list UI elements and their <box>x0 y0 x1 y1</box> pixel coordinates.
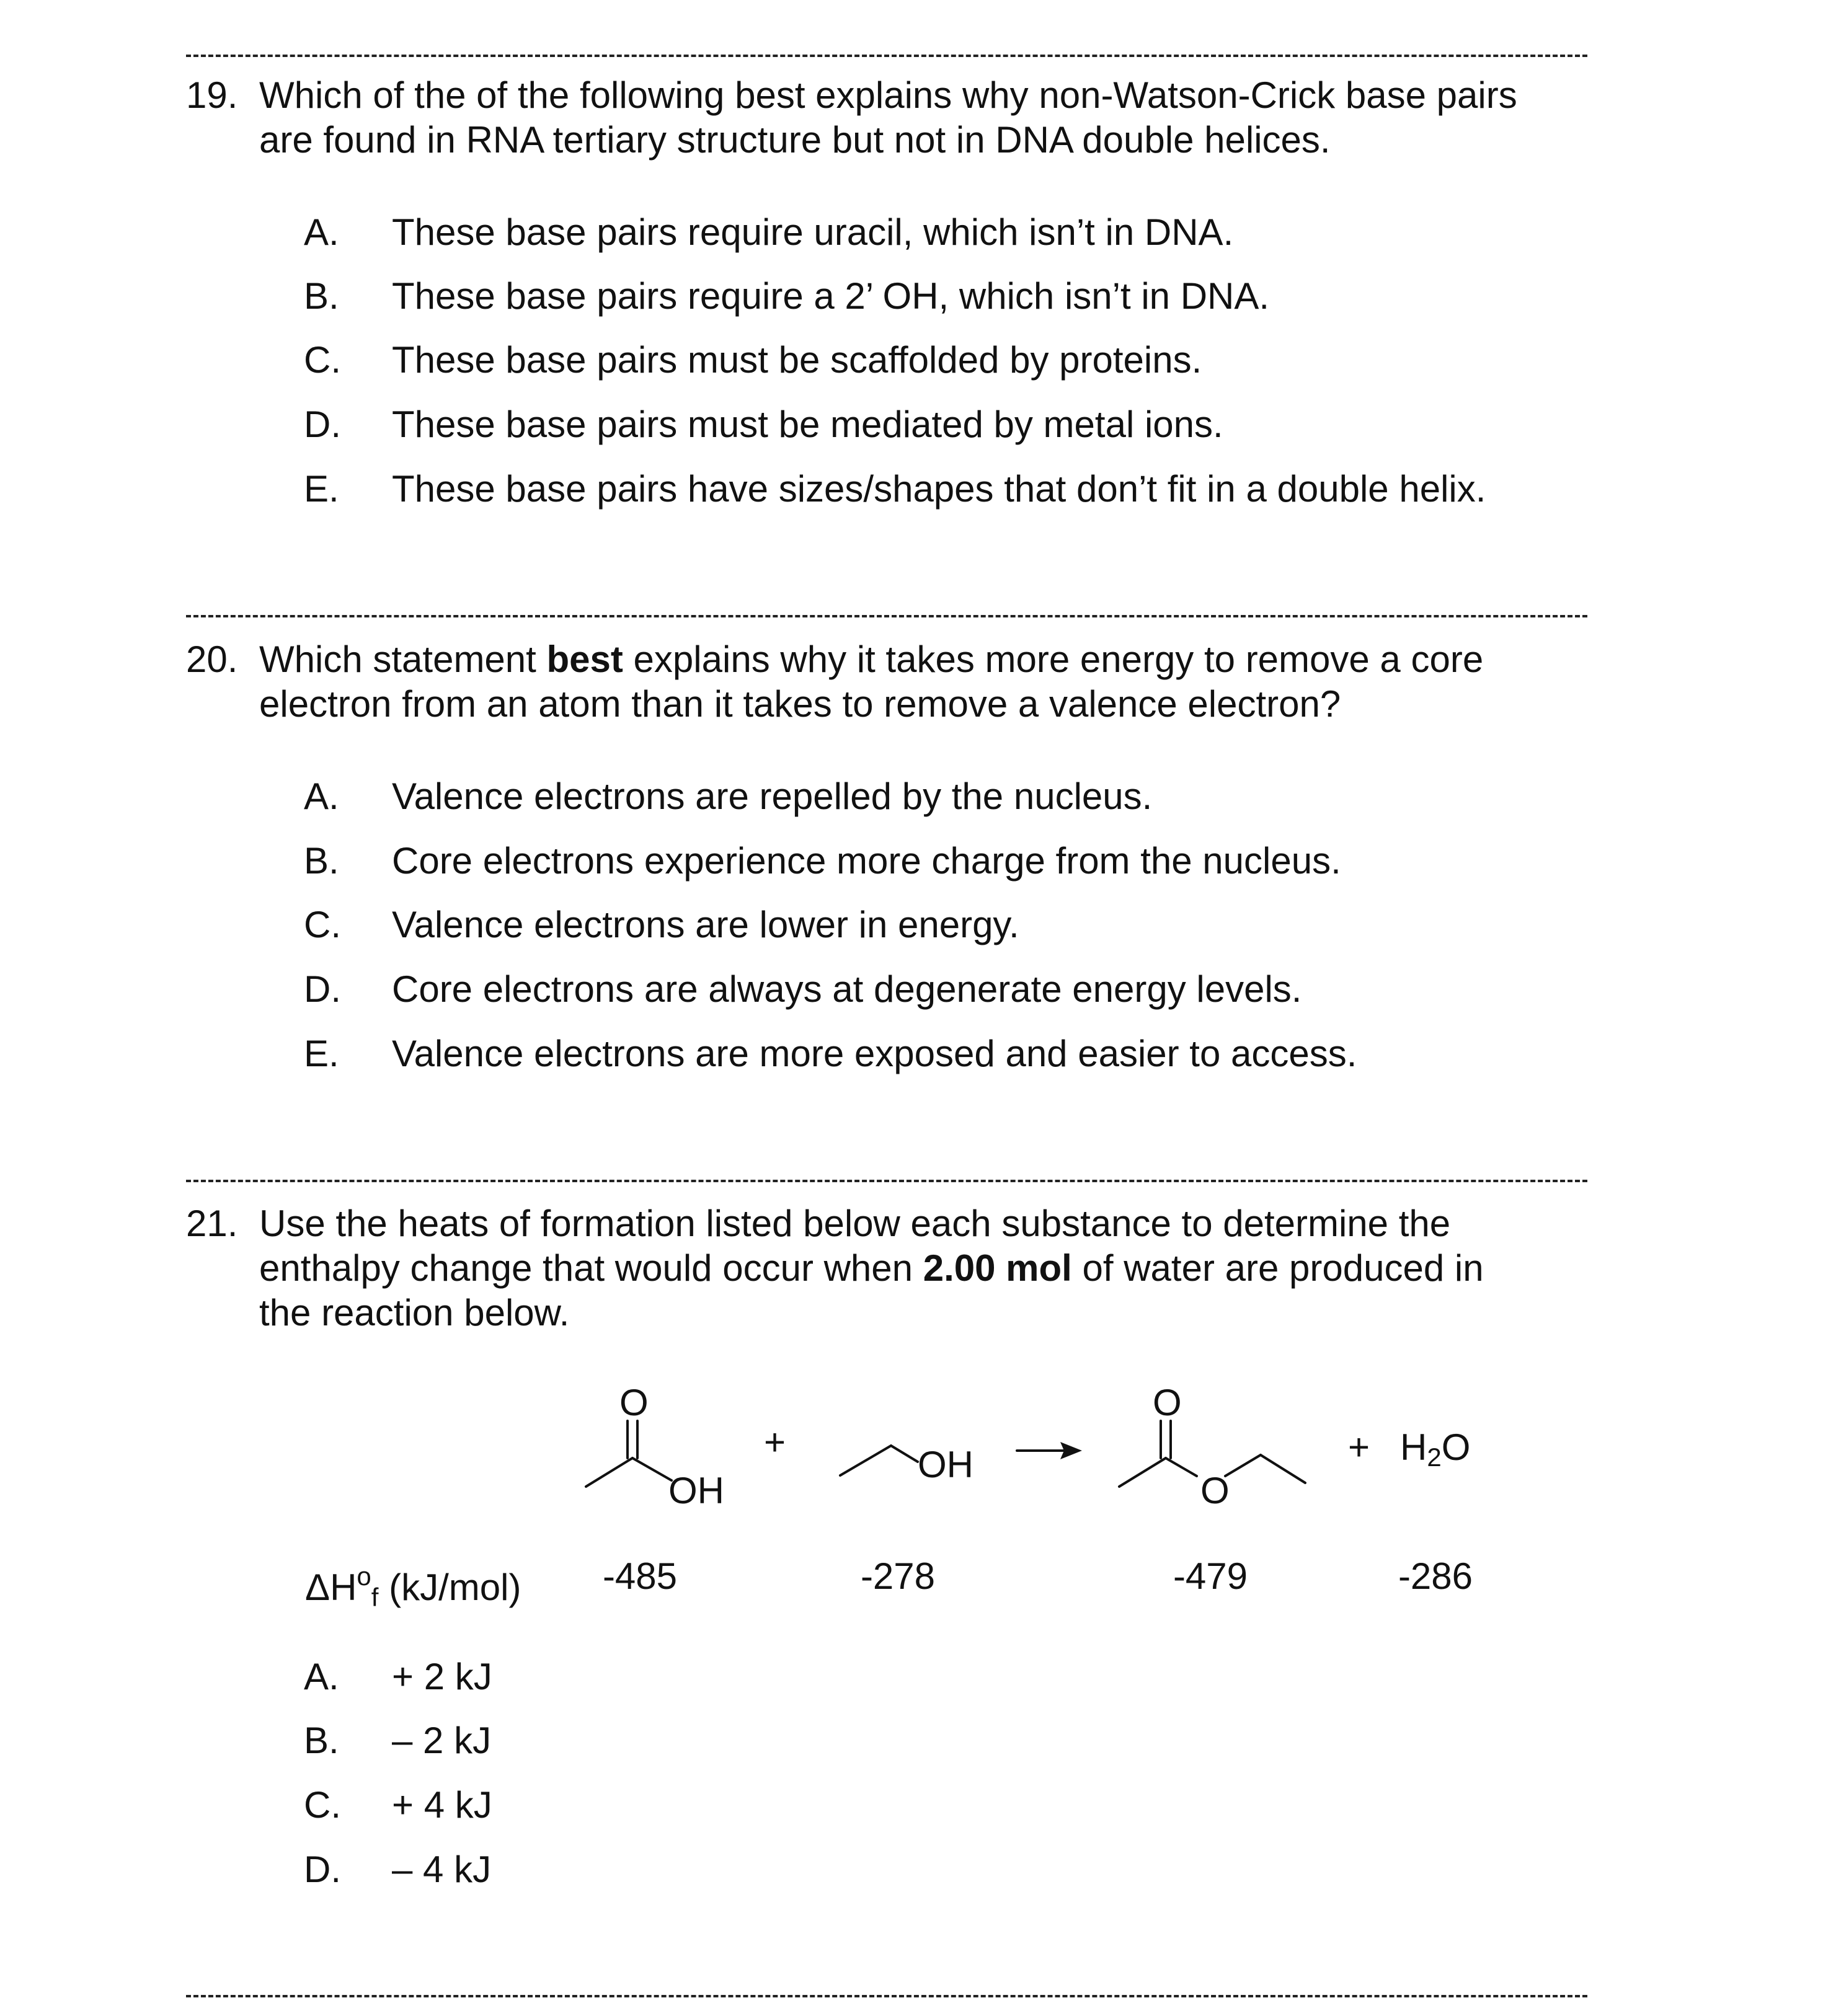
bond <box>1166 1458 1197 1476</box>
question-text-line1: Use the heats of formation listed below each substance to determine the <box>259 1203 1451 1244</box>
choice-d[interactable] <box>304 965 1302 1014</box>
choice-letter: C. <box>304 1784 341 1826</box>
choice-letter: B. <box>304 1720 339 1761</box>
question-number: 20. <box>186 639 238 680</box>
bond <box>1225 1455 1261 1476</box>
choice-text: + 4 kJ <box>392 1784 492 1826</box>
choice-text: These base pairs have sizes/shapes that don’t fit in a double helix. <box>392 468 1486 510</box>
hf-value-ethyl-acetate: -479 <box>1173 1555 1248 1597</box>
hf-label: $\Delta H^o_f$ (kJ/mol) <box>305 1562 521 1612</box>
question-number: 21. <box>186 1203 238 1244</box>
choice-a[interactable] <box>304 1652 492 1702</box>
choice-text: Core electrons experience more charge from the nucleus. <box>392 840 1341 882</box>
choice-letter: C. <box>304 904 341 945</box>
plus-sign: + <box>764 1421 786 1463</box>
choice-b[interactable] <box>304 272 1269 321</box>
hf-value-water: -286 <box>1398 1555 1473 1597</box>
choice-text: Valence electrons are repelled by the nucleus. <box>392 776 1153 817</box>
divider-bottom <box>186 1995 1587 1997</box>
question-text-line2: are found in RNA tertiary structure but not in DNA double helices. <box>259 119 1331 161</box>
choice-e[interactable] <box>304 464 1486 514</box>
choice-text: – 4 kJ <box>392 1849 492 1890</box>
choice-letter: D. <box>304 404 341 445</box>
choice-c[interactable] <box>304 335 1202 385</box>
hf-value-ethanol: -278 <box>860 1555 936 1597</box>
choice-letter: A. <box>304 1656 339 1697</box>
choice-text: These base pairs must be mediated by metal ions. <box>392 404 1223 445</box>
bond <box>632 1458 672 1480</box>
choice-text: + 2 kJ <box>392 1656 492 1697</box>
divider-top <box>186 55 1587 57</box>
question-number: 19. <box>186 74 238 116</box>
divider <box>186 1180 1587 1182</box>
choice-b[interactable] <box>304 1716 491 1766</box>
bond <box>840 1446 891 1475</box>
choice-text: – 2 kJ <box>392 1720 492 1761</box>
hf-value-acetic-acid: -485 <box>602 1555 678 1597</box>
choice-d[interactable] <box>304 400 1223 449</box>
choice-letter: C. <box>304 339 341 381</box>
bond <box>1119 1458 1166 1487</box>
question-21 <box>186 1201 1612 1335</box>
choice-text: These base pairs require a 2’ OH, which isn’t in DNA. <box>392 275 1270 317</box>
water-formula: $H_2O$ <box>1400 1426 1471 1472</box>
choice-letter: A. <box>304 211 339 253</box>
choice-text: Core electrons are always at degenerate energy levels. <box>392 968 1302 1010</box>
choice-text: Valence electrons are lower in energy. <box>392 904 1019 945</box>
choice-text: These base pairs require uracil, which isn’t in DNA. <box>392 211 1234 253</box>
choice-text: These base pairs must be scaffolded by proteins. <box>392 339 1202 381</box>
question-20 <box>186 637 1612 727</box>
choice-letter: B. <box>304 275 339 317</box>
choice-b[interactable] <box>304 836 1341 886</box>
choice-d[interactable] <box>304 1845 491 1894</box>
question-text-line1: Which of the of the following best explains why non-Watson-Crick base pairs <box>259 74 1517 116</box>
choice-letter: D. <box>304 968 341 1010</box>
ester-carbonyl-o: O <box>1153 1382 1182 1423</box>
acid-oh-label: OH <box>668 1470 724 1511</box>
question-text-line3: the reaction below. <box>259 1292 570 1333</box>
choice-c[interactable] <box>304 900 1019 950</box>
acid-carbonyl-o: O <box>619 1382 649 1423</box>
choice-text: Valence electrons are more exposed and easier to access. <box>392 1033 1357 1074</box>
divider <box>186 615 1587 617</box>
question-text-line2: enthalpy change that would occur when 2.00 mol of water are produced in <box>259 1247 1484 1289</box>
choice-letter: E. <box>304 1033 339 1074</box>
choice-a[interactable] <box>304 208 1233 257</box>
choice-a[interactable] <box>304 772 1152 821</box>
choice-c[interactable] <box>304 1780 492 1830</box>
choice-e[interactable] <box>304 1029 1357 1079</box>
bond <box>586 1458 632 1487</box>
question-text-line2: electron from an atom than it takes to remove a valence electron? <box>259 683 1341 725</box>
choice-letter: B. <box>304 840 339 882</box>
ethanol-oh-label: OH <box>918 1444 973 1485</box>
question-19 <box>186 73 1612 162</box>
plus-sign: + <box>1348 1426 1370 1468</box>
bond <box>1261 1455 1305 1483</box>
bond <box>891 1446 918 1462</box>
ester-o-label: O <box>1200 1470 1230 1511</box>
question-text-line1: Which statement best explains why it takes more energy to remove a core <box>259 639 1484 680</box>
choice-letter: E. <box>304 468 339 510</box>
choice-letter: D. <box>304 1849 341 1890</box>
choice-letter: A. <box>304 776 339 817</box>
reaction-arrow-head <box>1060 1442 1082 1459</box>
